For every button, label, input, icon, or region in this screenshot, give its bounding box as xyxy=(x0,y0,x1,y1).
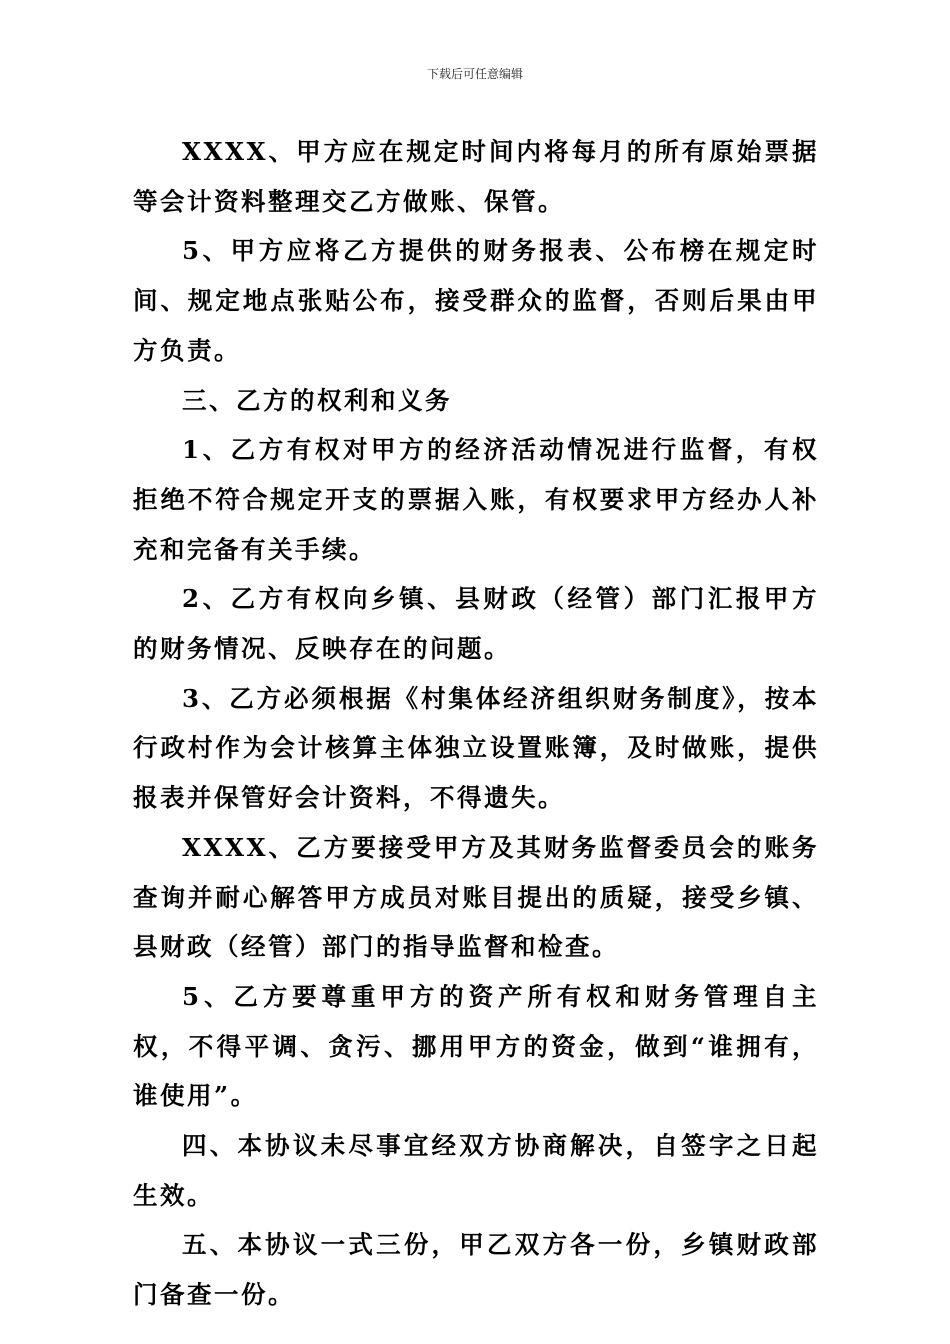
paragraph-3-3: 3、乙方必须根据《村集体经济组织财务制度》，按本行政村作为会计核算主体独立设置账簿，及时做账，提供报表并保管好会计资料，不得遗失。 xyxy=(133,683,819,813)
section-5: 五、本协议一式三份，甲乙双方各一份，乡镇财政部门备查一份。 xyxy=(133,1230,819,1310)
section-4: 四、本协议未尽事宜经双方协商解决，自签字之日起生效。 xyxy=(133,1131,819,1210)
document-body xyxy=(133,127,819,1320)
paragraph-3-5: 5、乙方要尊重甲方的资产所有权和财务管理自主权，不得平调、贪污、挪用甲方的资金，做到“谁拥有，谁使用”。 xyxy=(133,981,819,1111)
page-header-note: 下载后可任意编辑 xyxy=(426,67,523,81)
paragraph-3-4: XXXX、乙方要接受甲方及其财务监督委员会的账务查询并耐心解答甲方成员对账目提出的质疑，接受乡镇、县财政（经管）部门的指导监督和检查。 xyxy=(133,832,819,962)
paragraph-1: XXXX、甲方应在规定时间内将每月的所有原始票据等会计资料整理交乙方做账、保管。 xyxy=(133,137,819,216)
paragraph-2: 5、甲方应将乙方提供的财务报表、公布榜在规定时间、规定地点张贴公布，接受群众的监督，否则后果由甲方负责。 xyxy=(133,236,819,365)
paragraph-3-1: 1、乙方有权对甲方的经济活动情况进行监督，有权拒绝不符合规定开支的票据入账，有权要求甲方经办人补充和完备有关手续。 xyxy=(133,435,819,564)
paragraph-3-2: 2、乙方有权向乡镇、县财政（经管）部门汇报甲方的财务情况、反映存在的问题。 xyxy=(133,584,819,664)
section-heading-3: 三、乙方的权利和义务 xyxy=(182,385,452,415)
